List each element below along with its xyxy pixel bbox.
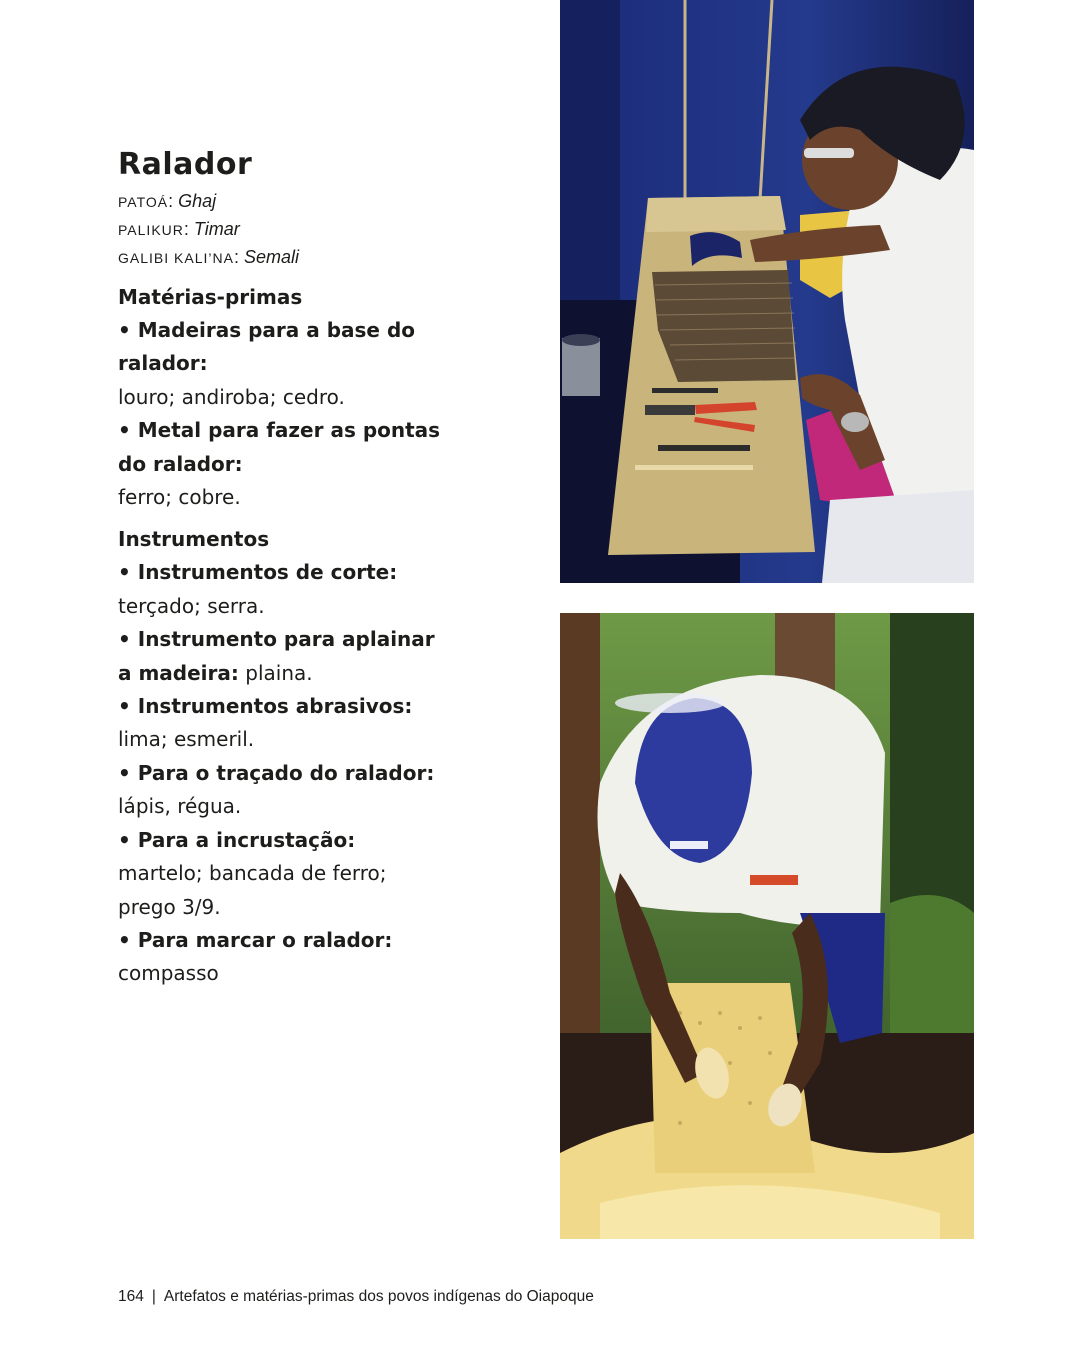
language-term: Semali — [243, 247, 299, 267]
item-label: • Para a incrustação: — [118, 827, 356, 852]
section-materias-primas — [118, 280, 448, 514]
item-value: plaina. — [245, 660, 313, 685]
item-label: • Instrumentos de corte: — [118, 560, 398, 585]
item-value: louro; andiroba; cedro. — [118, 384, 345, 409]
item-value: compasso — [118, 961, 219, 986]
language-label: PALIKUR — [118, 222, 184, 238]
list-item — [118, 824, 448, 924]
name-line-galibi: GALIBI KALI’NA: Semali — [118, 247, 299, 267]
list-item — [118, 924, 448, 991]
list-item — [118, 757, 448, 824]
item-label: • Instrumento para aplainar a madeira: — [118, 627, 435, 685]
page-title: Ralador — [118, 147, 253, 182]
language-term: Timar — [193, 219, 240, 239]
list-item — [118, 314, 448, 414]
item-value: lima; esmeril. — [118, 727, 255, 752]
item-value: martelo; bancada de ferro; prego 3/9. — [118, 861, 387, 919]
item-value: lápis, régua. — [118, 794, 242, 819]
section-title: Matérias-primas — [118, 285, 303, 309]
item-value: terçado; serra. — [118, 593, 265, 618]
name-line-patoa: PATOÁ: Ghaj — [118, 191, 217, 211]
item-value: ferro; cobre. — [118, 485, 241, 510]
language-label: PATOÁ — [118, 194, 169, 210]
page-footer — [118, 1288, 594, 1306]
section-title: Instrumentos — [118, 527, 270, 552]
photo-grater-crafting — [560, 0, 974, 583]
list-item — [118, 690, 448, 757]
item-label: • Metal para fazer as pontas do ralador: — [118, 418, 441, 476]
item-label: • Madeiras para a base do ralador: — [118, 318, 416, 376]
item-label: • Instrumentos abrasivos: — [118, 694, 413, 719]
list-item — [118, 414, 448, 514]
text-column — [118, 146, 448, 991]
page-number: 164 — [118, 1288, 144, 1305]
section-instrumentos — [118, 522, 448, 990]
photo-grating-manioc — [560, 613, 974, 1239]
book-title: Artefatos e matérias-primas dos povos indígenas do Oiapoque — [163, 1288, 594, 1305]
item-label: • Para marcar o ralador: — [118, 927, 393, 952]
item-label: • Para o traçado do ralador: — [118, 760, 435, 785]
language-label: GALIBI KALI’NA — [118, 250, 234, 266]
list-item — [118, 556, 448, 623]
name-line-palikur: PALIKUR: Timar — [118, 219, 240, 239]
language-term: Ghaj — [178, 191, 217, 211]
list-item — [118, 623, 448, 690]
footer-separator: | — [151, 1288, 156, 1305]
indigenous-names — [118, 188, 448, 272]
